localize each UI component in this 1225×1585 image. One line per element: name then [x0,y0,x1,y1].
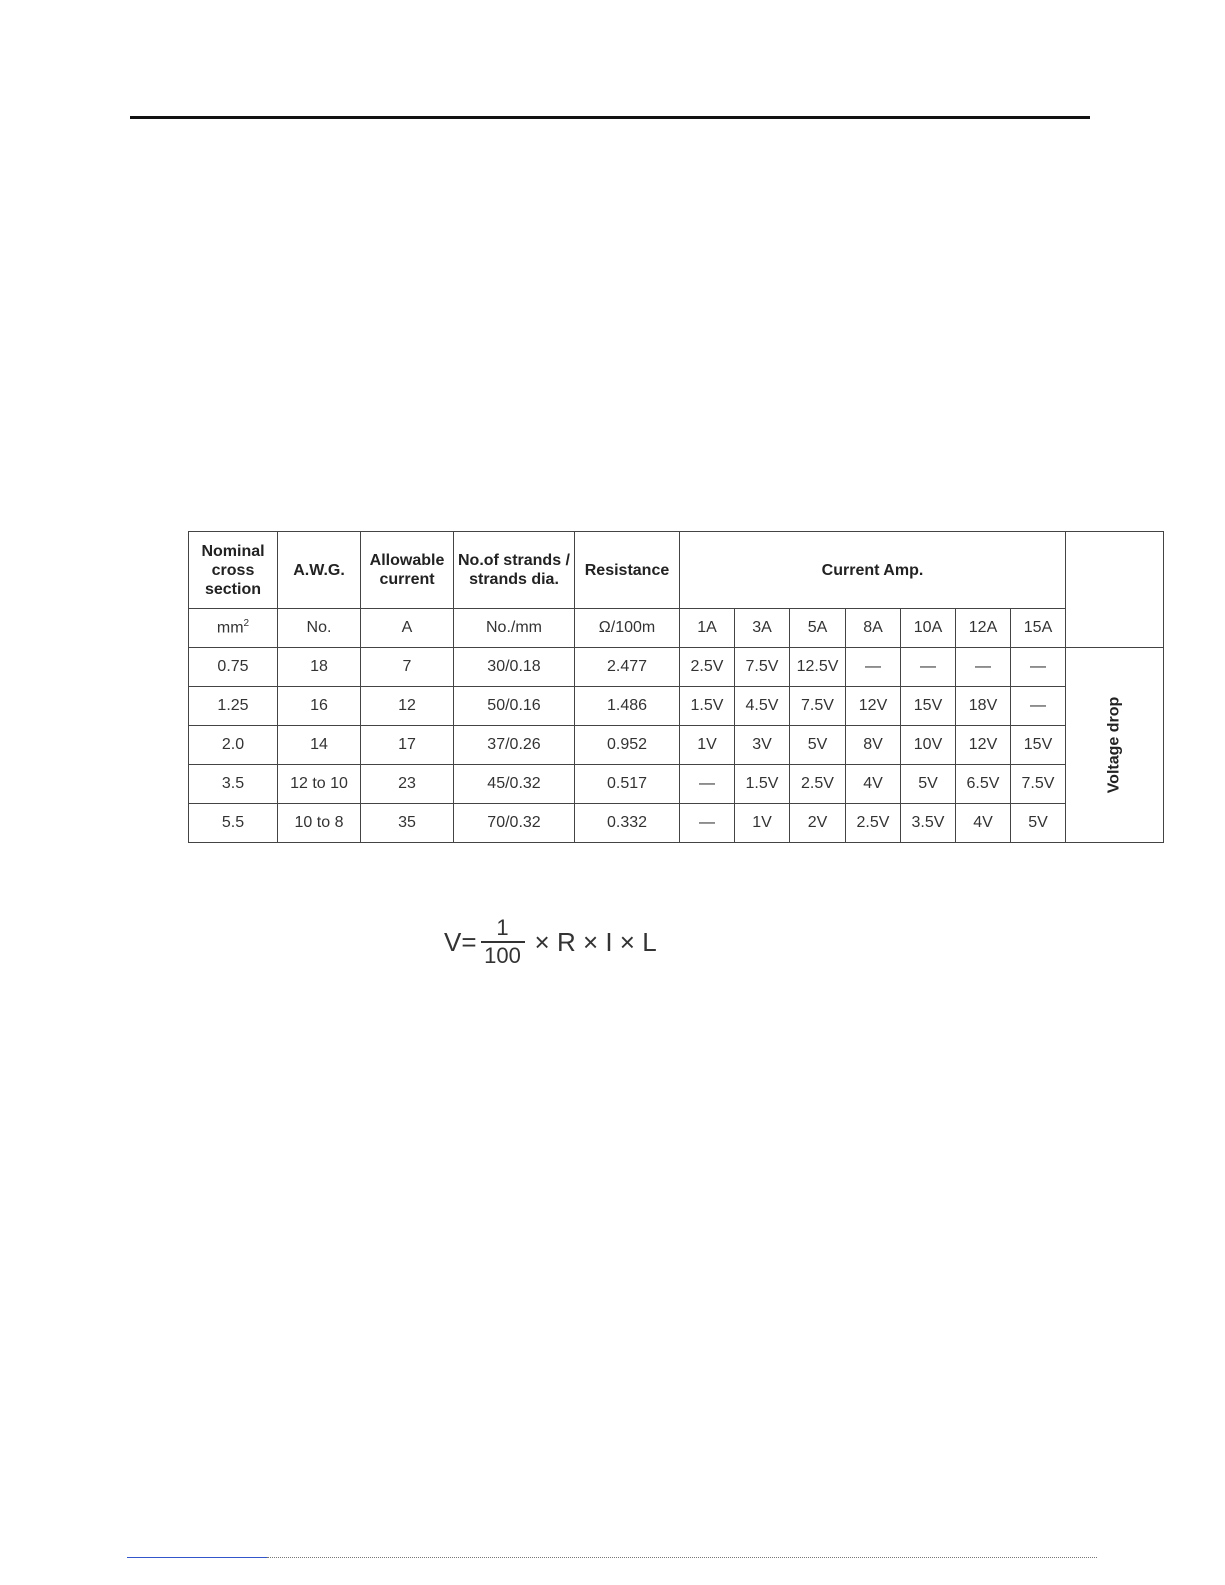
table-cell: 2.477 [575,648,680,687]
table-cell: 1V [735,804,790,843]
table-cell: — [1011,687,1066,726]
table-cell: — [1011,648,1066,687]
header-awg: A.W.G. [278,532,361,609]
unit-current: 5A [790,609,846,648]
table-cell: 6.5V [956,765,1011,804]
table-cell: — [680,804,735,843]
footnote-link-rule [127,1557,267,1558]
unit-awg: No. [278,609,361,648]
table-cell: 1.5V [680,687,735,726]
table-cell: — [680,765,735,804]
table-cell: 12V [956,726,1011,765]
formula-numerator: 1 [496,915,509,940]
table-cell: 17 [361,726,454,765]
footer-dotted-rule [267,1557,1097,1558]
table-cell: 10V [901,726,956,765]
table-cell: 5V [901,765,956,804]
header-blank [1066,532,1164,648]
table-cell: 10 to 8 [278,804,361,843]
table-cell: 30/0.18 [454,648,575,687]
table-cell: 3.5V [901,804,956,843]
table-header-row [189,532,1164,609]
table-cell: 1V [680,726,735,765]
table-row [189,726,1164,765]
unit-current: 15A [1011,609,1066,648]
table-cell: 3.5 [189,765,278,804]
table-cell: 3V [735,726,790,765]
header-current-amp: Current Amp. [680,532,1066,609]
table-cell: — [956,648,1011,687]
unit-resistance: Ω/100m [575,609,680,648]
table-cell: 8V [846,726,901,765]
unit-allowable: A [361,609,454,648]
table-cell: 7.5V [735,648,790,687]
voltage-drop-label-cell [1066,648,1164,843]
table-cell: 12.5V [790,648,846,687]
formula-fraction [481,917,525,967]
formula-lhs: V= [444,926,477,957]
table-cell: 2V [790,804,846,843]
table-cell: 15V [1011,726,1066,765]
table-cell: 12 to 10 [278,765,361,804]
header-rule [130,116,1090,119]
voltage-drop-label: Voltage drop [1105,696,1123,794]
table-cell: 0.332 [575,804,680,843]
unit-nominal [189,609,278,648]
table-cell: 70/0.32 [454,804,575,843]
table-cell: 4.5V [735,687,790,726]
table-cell: 0.75 [189,648,278,687]
header-resistance: Resistance [575,532,680,609]
table-cell: 0.952 [575,726,680,765]
table-cell: 37/0.26 [454,726,575,765]
unit-current: 1A [680,609,735,648]
voltage-drop-formula [444,916,667,968]
unit-current: 8A [846,609,901,648]
table-cell: 7.5V [1011,765,1066,804]
table-cell: 16 [278,687,361,726]
table-cell: 0.517 [575,765,680,804]
table-cell: 2.5V [790,765,846,804]
table-cell: 50/0.16 [454,687,575,726]
table-units-row [189,609,1164,648]
table-cell: 4V [956,804,1011,843]
table-cell: 2.5V [846,804,901,843]
table-cell: 1.5V [735,765,790,804]
table-cell: 15V [901,687,956,726]
table-cell: 35 [361,804,454,843]
unit-nominal-sup: 2 [243,618,250,630]
formula-denominator: 100 [484,943,521,968]
table-row [189,648,1164,687]
table-cell: 1.25 [189,687,278,726]
unit-current: 10A [901,609,956,648]
table-cell: 12V [846,687,901,726]
table-cell: 4V [846,765,901,804]
table-cell: 7.5V [790,687,846,726]
wire-spec-table [188,531,1164,843]
table-row [189,804,1164,843]
table-cell: 18 [278,648,361,687]
table-cell: — [901,648,956,687]
table-cell: 7 [361,648,454,687]
table-row [189,687,1164,726]
formula-rest: × R × I × L [534,926,657,957]
unit-strands: No./mm [454,609,575,648]
table-cell: 5V [790,726,846,765]
table-cell: 2.0 [189,726,278,765]
header-strands: No.of strands / strands dia. [454,532,575,609]
table-cell: 2.5V [680,648,735,687]
table-cell: 23 [361,765,454,804]
table-cell: — [846,648,901,687]
table-row [189,765,1164,804]
unit-nominal-base: mm [216,619,244,637]
header-allowable: Allowable current [361,532,454,609]
unit-current: 12A [956,609,1011,648]
table-cell: 12 [361,687,454,726]
table-cell: 5.5 [189,804,278,843]
table-cell: 1.486 [575,687,680,726]
table-cell: 5V [1011,804,1066,843]
unit-current: 3A [735,609,790,648]
table-cell: 45/0.32 [454,765,575,804]
table-cell: 18V [956,687,1011,726]
table-cell: 14 [278,726,361,765]
header-nominal: Nominal cross section [189,532,278,609]
